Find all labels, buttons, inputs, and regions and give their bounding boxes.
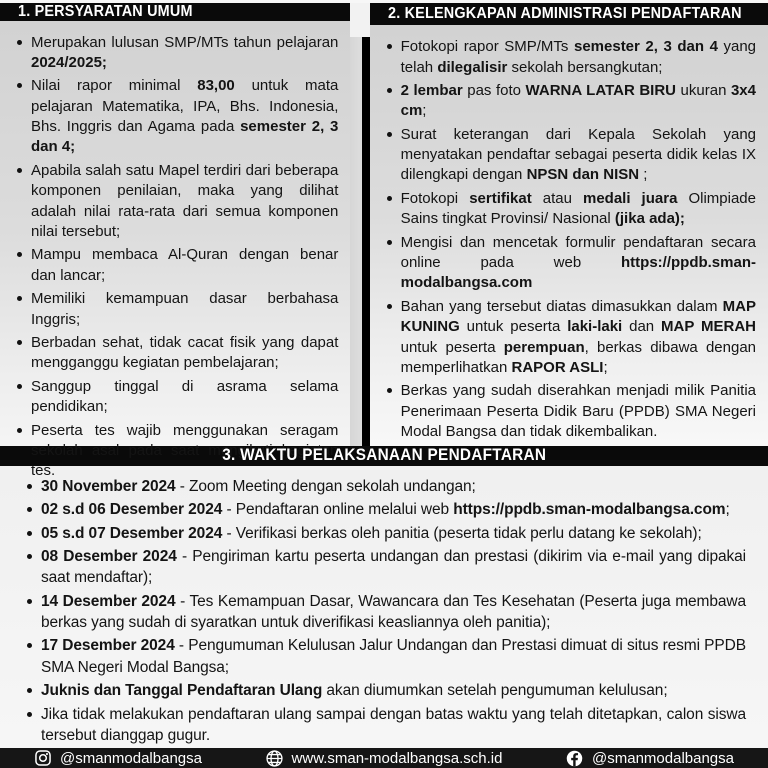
list-item: 02 s.d 06 Desember 2024 - Pendaftaran online melalui web https://ppdb.sman-modalbangsa.com; [26, 499, 746, 520]
list-item: Berkas yang sudah diserahkan menjadi milik Panitia Penerimaan Peserta Didik Baru (PPDB) SMA Negeri Modal Bangsa dan tidak dikembalikan. [386, 381, 756, 442]
list-item: Berbadan sehat, tidak cacat fisik yang dapat mengganggu kegiatan pembelajaran; [16, 333, 338, 374]
list-item: Nilai rapor minimal 83,00 untuk mata pelajaran Matematika, IPA, Bhs. Indonesia, Bhs. Inggris dan Agama pada semester 2, 3 dan 4; [16, 76, 338, 158]
instagram-handle [34, 749, 202, 767]
facebook-icon [565, 749, 584, 768]
column-divider [350, 3, 369, 446]
list-item: Apabila salah satu Mapel terdiri dari beberapa komponen penilaian, maka yang dilihat adalah nilai rata-rata dari semua komponen nilai tersebut; [16, 161, 338, 243]
list-item: 08 Desember 2024 - Pengiriman kartu peserta undangan dan prestasi (dikirim via e-mail yang dipakai saat mendaftar); [26, 546, 746, 589]
list-item: Surat keterangan dari Kepala Sekolah yang menyatakan pendaftar sebagai peserta didik kelas IX dilengkapi dengan NPSN dan NISN ; [386, 125, 756, 186]
instagram-icon [34, 749, 52, 767]
section2-content [370, 25, 768, 445]
website-label: www.sman-modalbangsa.sch.id [291, 749, 503, 767]
footer-bar [0, 748, 768, 768]
list-item: Peserta tes wajib menggunakan seragam sekolah asal pada saat mengikuti kegiatan tes. [16, 421, 338, 482]
section1-title: 1. PERSYARATAN UMUM [18, 2, 193, 20]
facebook-label: @smanmodalbangsa [592, 749, 734, 767]
list-item: 17 Desember 2024 - Pengumuman Kelulusan Jalur Undangan dan Prestasi dimuat di situs resmi PPDB SMA Negeri Modal Bangsa; [26, 635, 746, 678]
persyaratan-umum-list [16, 33, 338, 482]
list-item: Memiliki kemampuan dasar berbahasa Inggris; [16, 289, 338, 330]
website-url [265, 749, 503, 768]
list-item: Sanggup tinggal di asrama selama pendidikan; [16, 377, 338, 418]
list-item: Fotokopi rapor SMP/MTs semester 2, 3 dan 4 yang telah dilegalisir sekolah bersangkutan; [386, 37, 756, 78]
list-item: Mampu membaca Al-Quran dengan benar dan lancar; [16, 245, 338, 286]
list-item: Juknis dan Tanggal Pendaftaran Ulang akan diumumkan setelah pengumuman kelulusan; [26, 680, 746, 701]
section1-header [0, 3, 350, 21]
section1-content [0, 21, 350, 485]
section-kelengkapan-administrasi [370, 3, 768, 446]
facebook-handle [565, 749, 734, 768]
list-item: Mengisi dan mencetak formulir pendaftaran secara online pada web https://ppdb.sman-modalbangsa.com [386, 233, 756, 294]
list-item: Jika tidak melakukan pendaftaran ulang sampai dengan batas waktu yang telah ditetapkan, calon siswa tersebut dianggap gugur. [26, 704, 746, 747]
instagram-label: @smanmodalbangsa [60, 749, 202, 767]
section2-header [370, 3, 768, 26]
section-persyaratan-umum [0, 2, 350, 480]
list-item: Fotokopi sertifikat atau medali juara Olimpiade Sains tingkat Provinsi/ Nasional (jika ada); [386, 189, 756, 230]
list-item: 30 November 2024 - Zoom Meeting dengan sekolah undangan; [26, 476, 746, 497]
section3-title: 3. WAKTU PELAKSANAAN PENDAFTARAN [221, 446, 547, 465]
list-item: 05 s.d 07 Desember 2024 - Verifikasi berkas oleh panitia (peserta tidak perlu datang ke sekolah); [26, 523, 746, 544]
section2-title: 2. KELENGKAPAN ADMINISTRASI PENDAFTARAN [387, 4, 742, 22]
list-item: Merupakan lulusan SMP/MTs tahun pelajaran 2024/2025; [16, 33, 338, 74]
list-item: 14 Desember 2024 - Tes Kemampuan Dasar, Wawancara dan Tes Kesehatan (Peserta juga membawa berkas yang sudah di syaratkan untuk diverifikasi keasliannya oleh panitia); [26, 591, 746, 634]
section3-content [0, 466, 768, 749]
list-item: Bahan yang tersebut diatas dimasukkan dalam MAP KUNING untuk peserta laki-laki dan MAP MERAH untuk peserta perempuan, berkas dibawa dengan memperlihatkan RAPOR ASLI; [386, 297, 756, 379]
list-item: 2 lembar pas foto WARNA LATAR BIRU ukuran 3x4 cm; [386, 81, 756, 122]
vertical-divider-line [350, 37, 369, 446]
globe-icon [265, 749, 284, 768]
kelengkapan-administrasi-list [386, 37, 756, 442]
waktu-pelaksanaan-list [26, 476, 746, 747]
